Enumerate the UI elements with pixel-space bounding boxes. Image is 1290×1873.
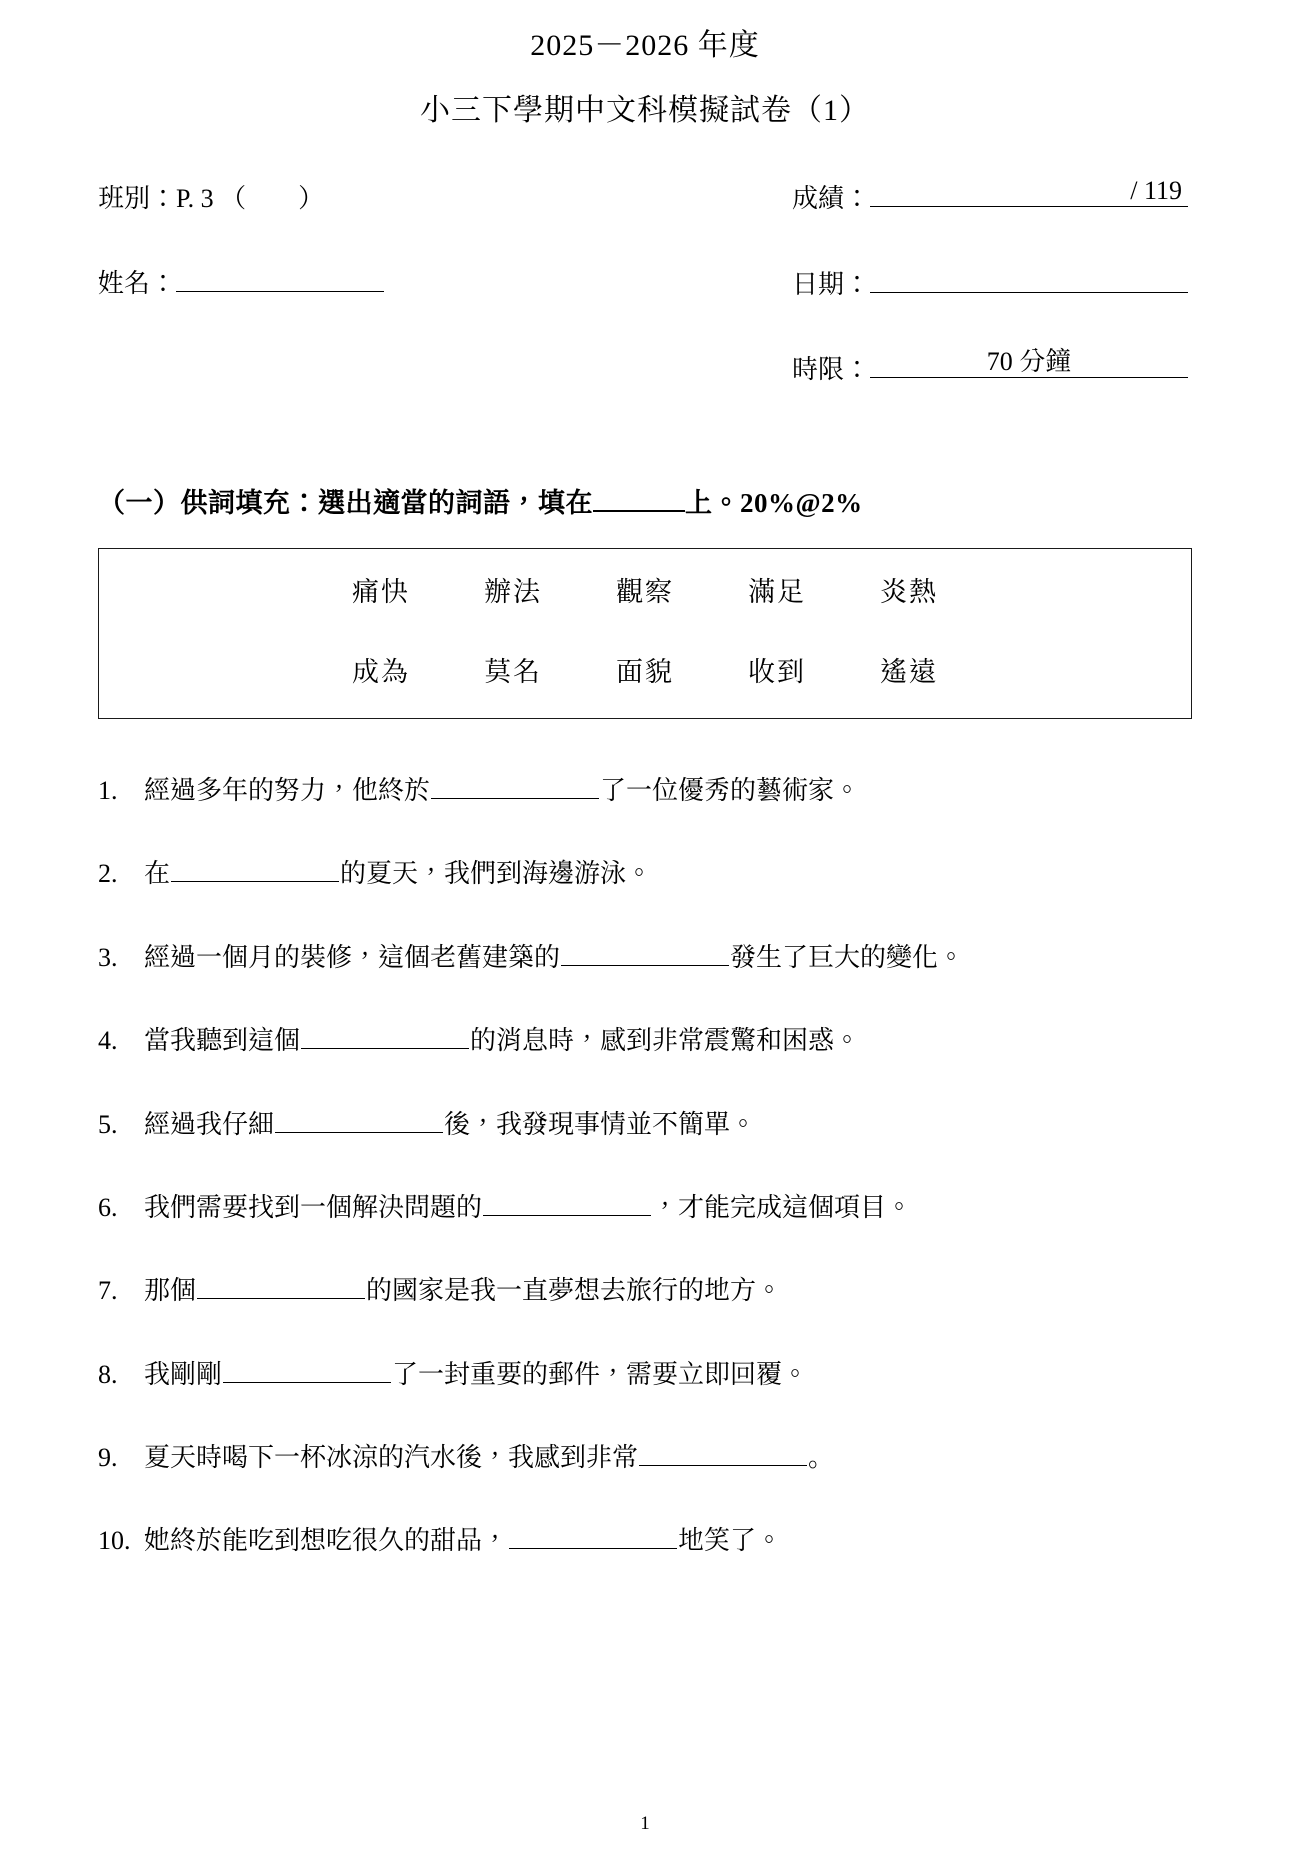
score-total: / 119 [1130, 176, 1183, 206]
time-limit-value-wrap [870, 347, 1188, 378]
name-label: 姓名： [98, 269, 177, 299]
answer-blank[interactable] [275, 1104, 443, 1132]
answer-blank[interactable] [197, 1271, 365, 1299]
question-text-before: 我們需要找到一個解決問題的 [144, 1192, 483, 1222]
word-bank-item: 遙遠 [880, 656, 938, 687]
question-item [98, 1104, 1192, 1141]
class-field-row [98, 183, 568, 214]
question-number: 5. [98, 1109, 118, 1139]
time-limit-row [792, 347, 1192, 385]
question-text-after: 了一位優秀的藝術家。 [600, 775, 861, 805]
question-item [98, 937, 1192, 974]
word-bank-item: 滿足 [748, 577, 806, 608]
question-text-before: 在 [144, 859, 171, 889]
question-item [98, 1188, 1192, 1225]
question-number: 6. [98, 1192, 118, 1222]
answer-blank[interactable] [509, 1521, 677, 1549]
answer-blank[interactable] [171, 854, 339, 882]
heading-blank-line [593, 482, 685, 512]
word-bank-row-1 [99, 575, 1191, 610]
header-left-column [98, 179, 568, 300]
class-paren-close: ） [298, 184, 325, 213]
question-text-after: 地笑了。 [678, 1526, 783, 1556]
question-text-after: 的夏天，我們到海邊游泳。 [340, 859, 653, 889]
question-number: 1. [98, 775, 118, 805]
section-one-heading-suffix: 上。20%@2% [685, 488, 863, 519]
question-number: 4. [98, 1026, 118, 1056]
question-text-before: 夏天時喝下一杯冰涼的汽水後，我感到非常 [144, 1443, 639, 1473]
date-label: 日期： [792, 269, 871, 299]
question-text-before: 經過我仔細 [144, 1109, 275, 1139]
question-number: 10. [98, 1526, 131, 1556]
question-text-after: 的國家是我一直夢想去旅行的地方。 [366, 1276, 783, 1306]
question-text-before: 經過多年的努力，他終於 [144, 775, 431, 805]
question-text-before: 她終於能吃到想吃很久的甜品， [144, 1526, 509, 1556]
name-input[interactable] [176, 264, 384, 292]
section-one-heading-prefix: （一）供詞填充：選出適當的詞語，填在 [98, 488, 593, 519]
section-one-heading [98, 481, 1192, 520]
name-field-row [98, 264, 568, 299]
class-label: 班別：P. 3 （ [98, 184, 247, 213]
score-input[interactable] [870, 176, 1188, 207]
question-number: 7. [98, 1276, 118, 1306]
time-limit-label: 時限： [792, 355, 871, 385]
word-bank-item: 痛快 [352, 577, 410, 608]
score-field-row [792, 176, 1192, 214]
score-label: 成績： [792, 184, 871, 214]
page-number: 1 [640, 1813, 650, 1834]
question-text-after: 。 [808, 1443, 835, 1473]
question-item [98, 1438, 1192, 1475]
answer-blank[interactable] [483, 1188, 651, 1216]
question-item [98, 1521, 1192, 1558]
word-bank-item: 收到 [748, 656, 806, 687]
question-text-after: ，才能完成這個項目。 [652, 1192, 913, 1222]
question-text-before: 經過一個月的裝修，這個老舊建築的 [144, 942, 561, 972]
student-info-header [0, 176, 1290, 385]
question-number: 9. [98, 1443, 118, 1473]
date-input[interactable] [870, 264, 1188, 292]
question-number: 2. [98, 859, 118, 889]
question-list [98, 771, 1192, 1559]
answer-blank[interactable] [223, 1354, 391, 1382]
word-bank-row-2 [99, 655, 1191, 690]
academic-year: 2025－2026 年度 [530, 29, 760, 62]
answer-blank[interactable] [639, 1438, 807, 1466]
answer-blank[interactable] [301, 1021, 469, 1049]
question-item [98, 1354, 1192, 1391]
answer-blank[interactable] [431, 771, 599, 799]
question-item [98, 1021, 1192, 1058]
page-title: 小三下學期中文科模擬試卷（1） [420, 93, 870, 127]
word-bank-item: 辦法 [484, 577, 542, 608]
word-bank-item: 面貌 [616, 656, 674, 687]
question-item [98, 854, 1192, 891]
word-bank-item: 觀察 [616, 577, 674, 608]
question-text-before: 我剛剛 [144, 1359, 223, 1389]
title-block [0, 0, 1290, 131]
question-item [98, 771, 1192, 808]
date-field-row [792, 264, 1192, 299]
answer-blank[interactable] [561, 937, 729, 965]
question-number: 8. [98, 1359, 118, 1389]
question-text-before: 那個 [144, 1276, 197, 1306]
question-text-after: 的消息時，感到非常震驚和困惑。 [470, 1026, 861, 1056]
header-right-column [792, 176, 1192, 385]
question-number: 3. [98, 942, 118, 972]
question-item [98, 1271, 1192, 1308]
word-bank-item: 成為 [352, 656, 410, 687]
question-text-before: 當我聽到這個 [144, 1026, 301, 1056]
word-bank-item: 莫名 [484, 656, 542, 687]
question-text-after: 了一封重要的郵件，需要立即回覆。 [392, 1359, 809, 1389]
word-bank-item: 炎熱 [880, 577, 938, 608]
question-text-after: 發生了巨大的變化。 [730, 942, 965, 972]
word-bank-box [98, 548, 1192, 718]
time-limit-value: 70 分鐘 [986, 347, 1072, 377]
question-text-after: 後，我發現事情並不簡單。 [444, 1109, 757, 1139]
